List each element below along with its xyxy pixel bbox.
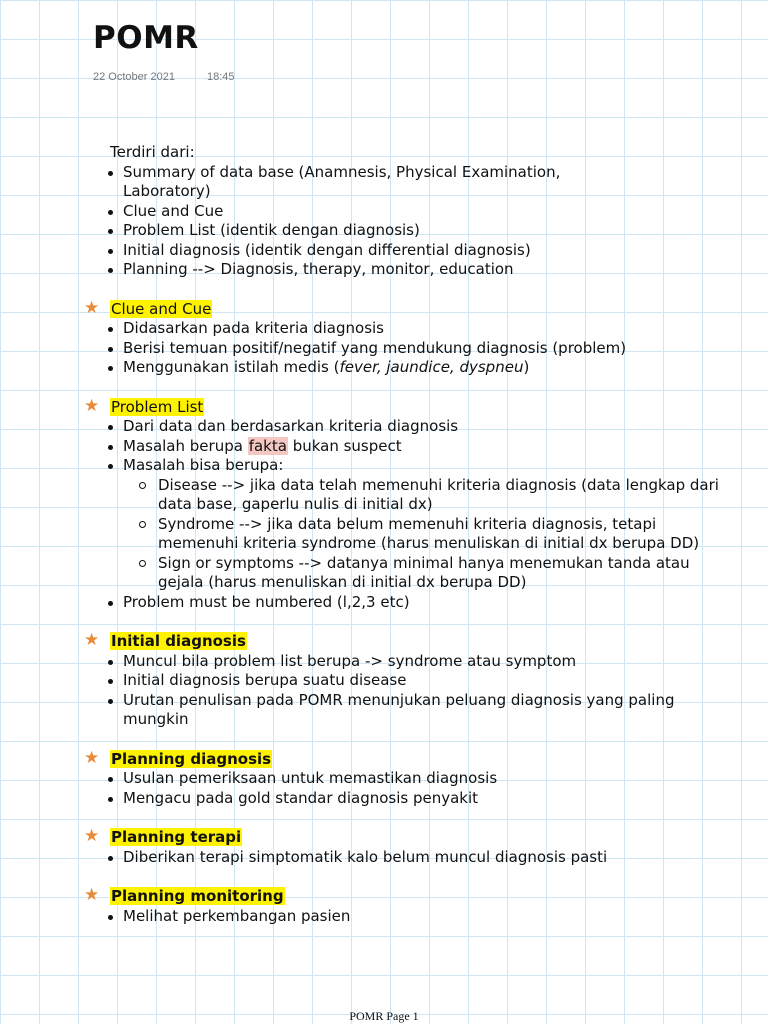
list-item: Dari data dan berdasarkan kriteria diagnosis (88, 417, 728, 437)
list-item: Initial diagnosis (identik dengan differential diagnosis) (88, 241, 728, 261)
problem-list (88, 417, 728, 612)
section-planning-diagnosis (84, 747, 728, 809)
section-problem-list (84, 395, 728, 613)
list-item: Summary of data base (Anamnesis, Physical Examination, Laboratory) (88, 163, 728, 202)
list-item (88, 358, 728, 378)
list-item: Berisi temuan positif/negatif yang mendukung diagnosis (problem) (88, 339, 728, 359)
list-item: Usulan pemeriksaan untuk memastikan diagnosis (88, 769, 728, 789)
star-icon: ★ (84, 885, 100, 905)
list-item: Diberikan terapi simptomatik kalo belum muncul diagnosis pasti (88, 848, 728, 868)
planning-monitoring-list (88, 907, 728, 927)
note-date: 22 October 2021 (93, 71, 175, 83)
clue-list (88, 319, 728, 378)
list-item: Clue and Cue (88, 202, 728, 222)
list-item-text: Masalah bisa berupa: (123, 456, 284, 474)
sub-list-item: Sign or symptoms --> datanya minimal hanya menemukan tanda atau gejala (harus menuliskan di initial dx berupa DD) (123, 554, 728, 593)
star-icon: ★ (84, 826, 100, 846)
list-item: Problem List (identik dengan diagnosis) (88, 221, 728, 241)
list-item: Mengacu pada gold standar diagnosis penyakit (88, 789, 728, 809)
section-planning-terapi (84, 826, 728, 867)
sub-list-item: Syndrome --> jika data belum memenuhi kriteria diagnosis, tetapi memenuhi kriteria syndrome (harus menuliskan di initial dx berupa DD) (123, 515, 728, 554)
list-item: Didasarkan pada kriteria diagnosis (88, 319, 728, 339)
list-item: Planning --> Diagnosis, therapy, monitor, education (88, 260, 728, 280)
star-icon: ★ (84, 297, 100, 318)
list-item: Problem must be numbered (l,2,3 etc) (88, 593, 728, 613)
list-item: Melihat perkembangan pasien (88, 907, 728, 927)
list-item-text: Menggunakan istilah medis ( (123, 358, 340, 376)
page-title: POMR (93, 20, 199, 56)
section-heading: Planning monitoring (111, 887, 284, 905)
list-item: Muncul bila problem list berupa -> syndrome atau symptom (88, 652, 728, 672)
list-item-text: ) (523, 358, 530, 376)
list-item: Initial diagnosis berupa suatu disease (88, 671, 728, 691)
section-initial-diagnosis (84, 630, 728, 730)
medical-terms: fever, jaundice, dyspneu (339, 358, 524, 376)
intro-list (88, 163, 728, 280)
section-clue-and-cue (84, 297, 728, 378)
page-footer: POMR Page 1 (349, 1009, 419, 1023)
list-item (88, 437, 728, 457)
planning-diagnosis-list (88, 769, 728, 808)
list-item (88, 456, 728, 593)
section-heading: Problem List (111, 397, 204, 416)
list-item-text: bukan suspect (287, 436, 402, 455)
section-heading: Planning terapi (111, 828, 242, 846)
star-icon: ★ (84, 630, 100, 650)
list-item: Urutan penulisan pada POMR menunjukan peluang diagnosis yang paling mungkin (88, 691, 728, 730)
section-heading: Planning diagnosis (111, 749, 272, 768)
sub-list-item: Disease --> jika data telah memenuhi kriteria diagnosis (data lengkap dari data base, gaperlu nulis di initial dx) (123, 476, 728, 515)
note-time: 18:45 (207, 71, 235, 83)
list-item-text: Masalah berupa (123, 436, 248, 455)
note-body (84, 143, 728, 926)
star-icon: ★ (84, 395, 100, 416)
section-planning-monitoring (84, 885, 728, 926)
star-icon: ★ (84, 747, 100, 768)
initial-list (88, 652, 728, 730)
section-heading: Clue and Cue (111, 299, 212, 318)
planning-terapi-list (88, 848, 728, 868)
sub-list (123, 476, 728, 593)
intro-label: Terdiri dari: (110, 143, 195, 161)
section-heading: Initial diagnosis (111, 632, 246, 650)
highlighted-word: fakta (248, 436, 287, 455)
